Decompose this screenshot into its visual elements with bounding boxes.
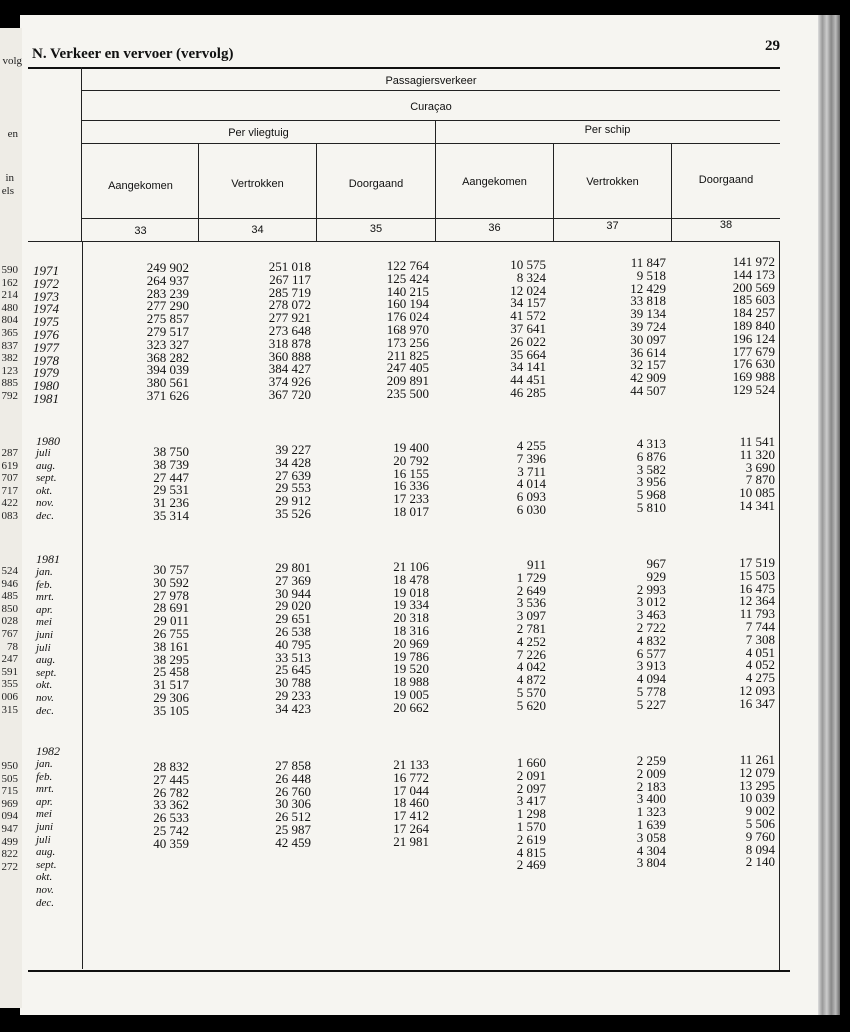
stub-divider [82, 241, 83, 969]
section-year-label: 1982 [36, 744, 60, 758]
header-col-1: Aangekomen [108, 180, 173, 192]
data-column: 4 255 7 396 3 711 4 014 6 093 6 030 [516, 438, 546, 517]
data-column: 38 750 38 739 27 447 29 531 31 236 35 314 [153, 444, 189, 523]
bottom-rule [28, 970, 790, 972]
header-col-4: Aangekomen [462, 176, 527, 188]
data-column: 30 757 30 592 27 978 28 691 29 011 26 755 38 161 38 295 25 458 31 517 29 306 35 105 [153, 562, 189, 718]
column-number-4: 36 [488, 222, 501, 234]
margin-fragment: 590 162 214 480 804 365 837 382 123 885 792 [1, 264, 18, 402]
stub-divider [81, 67, 82, 241]
top-rule [28, 67, 780, 69]
data-column: 21 133 16 772 17 044 18 460 17 412 17 264 21 981 [393, 757, 429, 849]
page-title: N. Verkeer en vervoer (vervolg) [32, 46, 234, 62]
column-number-3: 35 [369, 223, 383, 235]
period-labels: juli aug. sept. okt. nov. dec. [36, 447, 57, 522]
margin-fragment: 950 505 715 969 094 947 499 822 272 [1, 760, 18, 873]
page-number: 29 [765, 38, 780, 54]
margin-fragment: 524 946 485 850 028 767 78 247 591 355 006 315 [1, 565, 18, 716]
period-labels: jan. feb. mrt. apr. mei juni juli aug. sept. okt. nov. dec. [36, 758, 57, 909]
data-column: 28 832 27 445 26 782 33 362 26 533 25 742 40 359 [153, 759, 189, 851]
header-bottom-rule [28, 241, 780, 242]
data-column: 4 313 6 876 3 582 3 956 5 968 5 810 [636, 436, 666, 515]
header-per-vliegtuig: Per vliegtuig [228, 127, 289, 139]
column-number-5: 37 [606, 220, 619, 232]
column-number-2: 34 [251, 224, 264, 236]
header-col-6: Doorgaand [698, 174, 754, 186]
data-column: 19 400 20 792 16 155 16 336 17 233 18 017 [393, 440, 429, 519]
period-labels: 1971 1972 1973 1974 1975 1976 1977 1978 1979 1980 1981 [33, 263, 59, 406]
column-number-6: 38 [719, 219, 733, 231]
data-column: 1 660 2 091 2 097 3 417 1 298 1 570 2 619 4 815 2 469 [516, 755, 546, 873]
data-column: 249 902 264 937 283 239 277 290 275 857 279 517 323 327 368 282 394 039 380 561 371 626 [146, 260, 189, 403]
data-column: 27 858 26 448 26 760 30 306 26 512 25 987 42 459 [275, 758, 311, 850]
data-column: 967 929 2 993 3 012 3 463 2 722 4 832 6 577 3 913 4 094 5 778 5 227 [636, 556, 666, 712]
data-column: 11 261 12 079 13 295 10 039 9 002 5 506 9 760 8 094 2 140 [739, 752, 775, 870]
column-number-1: 33 [134, 225, 147, 237]
header-rule [82, 120, 780, 121]
data-column: 17 519 15 503 16 475 12 364 11 793 7 744 7 308 4 051 4 052 4 275 12 093 16 347 [739, 555, 775, 711]
section-year-label: 1980 [36, 434, 60, 448]
margin-fragment: 287 619 707 717 422 083 [1, 447, 18, 522]
period-labels: jan. feb. mrt. apr. mei juni juli aug. sept. okt. nov. dec. [36, 566, 57, 717]
header-rule [82, 90, 780, 91]
data-column: 122 764 125 424 140 215 160 194 176 024 168 970 173 256 211 825 247 405 209 891 235 500 [386, 258, 429, 401]
data-column: 39 227 34 428 27 639 29 553 29 912 35 526 [275, 442, 311, 521]
margin-fragment: in els [1, 172, 14, 197]
book-edge [818, 15, 840, 1015]
data-column: 11 847 9 518 12 429 33 818 39 134 39 724 30 097 36 614 32 157 42 909 44 507 [630, 255, 666, 398]
header-curacao: Curaçao [410, 101, 452, 113]
header-col-3: Doorgaand [348, 178, 404, 190]
data-column: 2 259 2 009 2 183 3 400 1 323 1 639 3 058 4 304 3 804 [636, 753, 666, 871]
header-passagiersverkeer: Passagiersverkeer [385, 75, 477, 87]
data-column: 21 106 18 478 19 018 19 334 20 318 18 316 20 969 19 786 19 520 18 988 19 005 20 662 [393, 559, 429, 715]
margin-fragment: en [7, 128, 18, 140]
data-column: 10 575 8 324 12 024 34 157 41 572 37 641 26 022 35 664 34 141 44 451 46 285 [510, 257, 546, 400]
right-border [779, 241, 780, 970]
header-col-5: Vertrokken [586, 176, 639, 188]
header-per-schip: Per schip [584, 124, 631, 136]
section-year-label: 1981 [36, 552, 60, 566]
data-column: 11 541 11 320 3 690 7 870 10 085 14 341 [739, 434, 775, 513]
data-column: 29 801 27 369 30 944 29 020 29 651 26 538 40 795 33 513 25 645 30 788 29 233 34 423 [275, 560, 311, 716]
data-column: 911 1 729 2 649 3 536 3 097 2 781 4 252 7 226 4 042 4 872 5 570 5 620 [516, 557, 546, 713]
header-col-2: Vertrokken [231, 178, 284, 190]
header-rule [82, 143, 780, 144]
data-column: 141 972 144 173 200 569 185 603 184 257 189 840 196 124 177 679 176 630 169 988 129 524 [732, 254, 775, 397]
data-column: 251 018 267 117 285 719 278 072 277 921 273 648 318 878 360 888 384 427 374 926 367 720 [268, 259, 311, 402]
margin-fragment: volg [2, 55, 22, 67]
